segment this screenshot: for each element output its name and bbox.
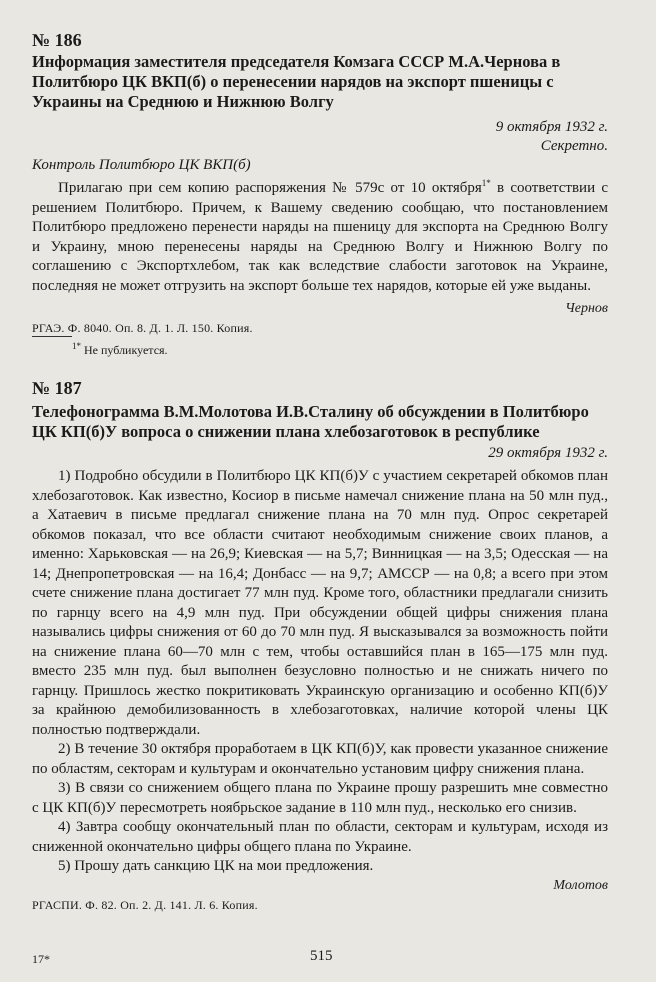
document-title: Телефонограмма В.М.Молотова И.В.Сталину об обсуждении в Политбюро ЦК КП(б)У вопроса о снижении плана хлебозаготовок в республике [32, 402, 589, 441]
paragraph-3: 3) В связи со снижением общего плана по Украине прошу разрешить мне совместно с ЦК КП(б)У пересмотреть ноябрьское задание в 110 млн пуд., несколько его снизив. [32, 780, 608, 816]
signature: Чернов [565, 301, 608, 316]
body-text-end: в соответствии с решением Политбюро. Причем, к Вашему сведению сообщаю, что постановлением Политбюро предложено перенести наряды на пшеницу для экспорта на Среднюю Волгу и Украину, мною перенесены наряды на Среднюю Волгу и Нижнюю Волгу по соглашению с Экспортхлебом, так как вследствие слабости заготовок на Украине, последняя не может отгрузить на экспорт больше тех нарядов, которые ей уже выданы. [32, 180, 608, 294]
document-number: № 186 [32, 30, 82, 50]
document-186 [32, 30, 608, 336]
footnote-rule [32, 336, 72, 337]
footnote-block [32, 342, 608, 358]
paragraph-4: 4) Завтра сообщу окончательный план по области, секторам и культурам, исходя из сниженной окончательно цифры общего плана по Украине. [32, 819, 608, 855]
paragraph-5: 5) Прошу дать санкцию ЦК на мои предложения. [58, 858, 374, 874]
footnote-mark: 1* [72, 341, 81, 351]
classification-mark: Секретно. [540, 138, 608, 154]
addressee: Контроль Политбюро ЦК ВКП(б) [32, 157, 251, 173]
document-body [32, 179, 608, 296]
footnote [32, 342, 608, 358]
printer-signature-mark: 17* [32, 952, 50, 966]
paragraph-1: 1) Подробно обсудили в Политбюро ЦК КП(б)У с участием секретарей обкомов план хлебозаготовок. Как известно, Косиор в письме намечал снижение плана на 50 млн пуд., а Хатаевич в письме предлагал снижение плана на 70 млн пуд. Опрос секретарей обкомов показал, что все области считают необходимым снижение своих планов, а именно: Харьковская — на 26,9; Киевская — на 5,7; Винницкая — на 3,5; Одесская — на 14; Днепропетровская — на 16,4; Донбасс — на 9,7; АМССР — на 0,8; а всего при этом счете снижение плана достигает 77 млн пуд. Кроме того, областники предлагали снизить по гарнцу всего на 4,9 млн пуд. При обсуждении общей цифры снижения плана назывались цифры снижения от 60 до 70 млн пуд. Я высказывался за возможность пойти на снижение плана 60—70 млн с тем, чтобы оставшийся план в 165—175 млн пуд. вместо 235 млн пуд. был выполнен безусловно полностью и не снижать ничего по гарнцу. Пришлось жестко покритиковать Украинскую организацию и особенно КП(б)У за крайнюю демобилизованность в хлебозаготовках, наличие которой члены ЦК полностью подтверждали. [32, 468, 608, 738]
document-date: 9 октября 1932 г. [495, 119, 608, 135]
page-number: 515 [310, 948, 333, 964]
document-187 [32, 378, 608, 913]
footnote-text: Не публикуется. [81, 343, 168, 357]
document-title: Информация заместителя председателя Комзага СССР М.А.Чернова в Политбюро ЦК ВКП(б) о перенесении нарядов на экспорт пшеницы с Украины на Среднюю и Нижнюю Волгу [32, 52, 561, 111]
footnote-mark: 1* [481, 178, 491, 188]
archive-source: РГАЭ. Ф. 8040. Оп. 8. Д. 1. Л. 150. Копия. [32, 321, 253, 335]
document-number: № 187 [32, 378, 82, 398]
paragraph-2: 2) В течение 30 октября проработаем в ЦК КП(б)У, как провести указанное снижение по областям, секторам и культурам и окончательно установим цифру снижения плана. [32, 741, 608, 777]
archive-source: РГАСПИ. Ф. 82. Оп. 2. Д. 141. Л. 6. Копия. [32, 897, 258, 912]
document-date: 29 октября 1932 г. [488, 445, 608, 461]
signature: Молотов [553, 877, 608, 893]
body-text-start: Прилагаю при сем копию распоряжения № 579с от 10 октября [58, 180, 482, 196]
